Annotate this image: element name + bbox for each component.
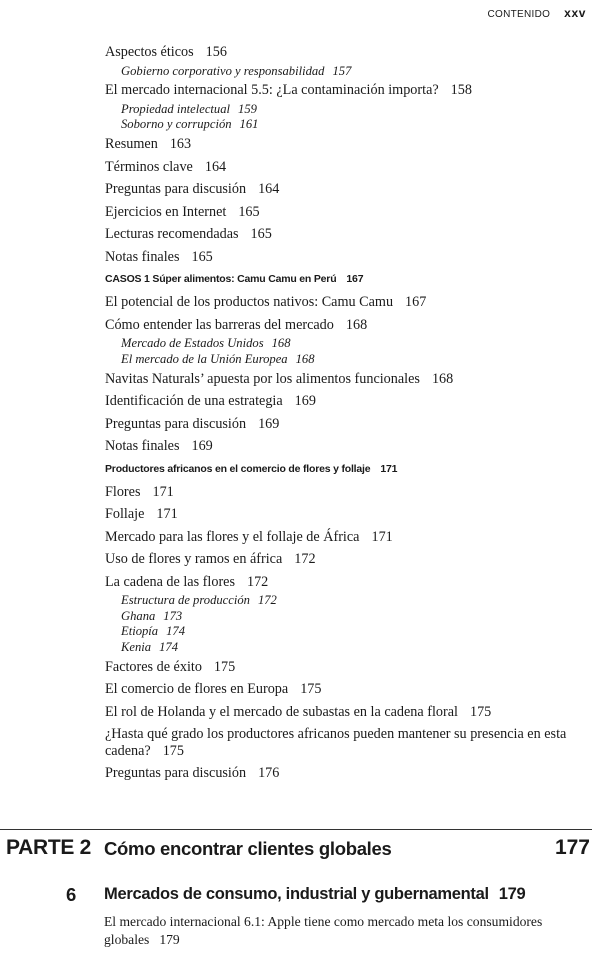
toc-entry-title: Mercado para las flores y el follaje de África: [105, 528, 360, 545]
toc-entry-page: 169: [294, 393, 316, 410]
toc-entry-page: 158: [450, 82, 472, 99]
toc-entry: [105, 246, 575, 269]
part-title: Cómo encontrar clientes globales: [104, 838, 392, 859]
toc-entry: [105, 481, 575, 504]
toc-entry-title: CASOS 1 Súper alimentos: Camu Camu en Perú: [105, 273, 337, 286]
toc-entry-page: 169: [191, 438, 213, 455]
toc-entry-page: 171: [152, 483, 174, 500]
toc-entry-title: Preguntas para discusión: [105, 181, 247, 198]
part-heading: [0, 836, 592, 864]
toc-entry-title: Términos clave: [105, 158, 193, 175]
chapter-number: 6: [66, 884, 77, 905]
toc-entry-page: 165: [250, 226, 272, 243]
toc-entry-title: Factores de éxito: [105, 658, 202, 675]
toc-entry: [105, 435, 575, 458]
toc-entry-title: Productores africanos en el comercio de flores y follaje: [105, 462, 371, 475]
toc-entry: [105, 526, 575, 549]
toc-entry: [105, 41, 575, 64]
toc-subentry: [105, 609, 575, 625]
header-label: CONTENIDO: [487, 9, 551, 20]
toc-entry-title: El mercado de la Unión Europea: [121, 351, 288, 366]
part-page: 177: [554, 836, 590, 859]
toc-entry-page: 173: [163, 608, 183, 623]
table-of-contents: [105, 41, 575, 785]
toc-entry: [105, 701, 575, 724]
toc-entry-title: Uso de flores y ramos en áfrica: [105, 551, 283, 568]
part-label: PARTE 2: [6, 836, 92, 859]
toc-entry-page: 175: [469, 703, 492, 720]
toc-case-heading: [105, 458, 575, 481]
toc-entry-page: 175: [213, 658, 236, 675]
toc-entry-page: 175: [162, 742, 184, 759]
toc-entry-page: 174: [159, 640, 178, 655]
toc-entry-title: Cómo entender las barreras del mercado: [105, 316, 334, 333]
toc-entry-title: Preguntas para discusión: [105, 765, 247, 782]
toc-subentry: [105, 336, 575, 352]
toc-entry-page: 175: [300, 681, 322, 698]
toc-subentry: [105, 624, 575, 640]
toc-entry-title: Notas finales: [105, 438, 180, 455]
toc-entry-title: Mercado de Estados Unidos: [121, 336, 264, 351]
toc-entry-page: 163: [169, 136, 192, 153]
toc-entry: [105, 726, 575, 759]
toc-entry-page: 169: [258, 415, 280, 432]
toc-entry-title: Ghana: [121, 608, 156, 623]
toc-entry-title: Soborno y corrupción: [121, 117, 232, 132]
toc-entry-page: 172: [246, 573, 269, 590]
toc-entry: [105, 178, 575, 201]
toc-entry-title: Preguntas para discusión: [105, 415, 247, 432]
part-divider-rule: [0, 829, 592, 830]
toc-entry: [105, 762, 575, 785]
toc-entry-title: Aspectos éticos: [105, 44, 194, 60]
toc-entry: [105, 156, 575, 179]
toc-entry: [105, 79, 575, 102]
toc-entry: [105, 223, 575, 246]
toc-entry-page: 156: [205, 44, 227, 60]
toc-entry-title: Kenia: [121, 640, 152, 655]
toc-entry: [105, 548, 575, 571]
toc-entry-page: 171: [371, 528, 393, 545]
toc-entry: [105, 368, 575, 391]
toc-entry-page: 159: [238, 101, 257, 116]
toc-entry-title: Navitas Naturals’ apuesta por los alimentos funcionales: [105, 370, 420, 387]
toc-entry-title: Etiopía: [121, 624, 159, 639]
toc-entry: [105, 390, 575, 413]
toc-entry-title: La cadena de las flores: [105, 573, 235, 590]
toc-entry-page: 165: [191, 248, 213, 265]
toc-subentry: [105, 593, 575, 609]
toc-entry: [105, 201, 575, 224]
toc-entry: [105, 503, 575, 526]
toc-entry-title: Propiedad intelectual: [121, 101, 231, 116]
toc-entry-page: 164: [258, 181, 280, 198]
toc-entry: [105, 133, 575, 156]
toc-entry-title: ¿Hasta qué grado los productores africanos pueden mantener su presencia en esta cadena?: [105, 726, 567, 759]
toc-entry-page: 168: [295, 351, 315, 366]
toc-subentry: [105, 352, 575, 368]
toc-entry: [105, 678, 575, 701]
toc-entry: [105, 656, 575, 679]
toc-entry-page: 172: [257, 593, 277, 608]
chapter-entry: [104, 913, 554, 949]
toc-entry-title: Resumen: [105, 136, 158, 153]
toc-entry-title: Notas finales: [105, 248, 180, 265]
toc-entry-page: 168: [431, 370, 454, 387]
toc-entry-page: 161: [239, 117, 259, 132]
toc-entry-page: 165: [238, 203, 260, 220]
toc-entry-page: 164: [204, 158, 227, 175]
toc-entry-title: Lecturas recomendadas: [105, 226, 239, 243]
toc-entry-page: 168: [345, 316, 368, 333]
toc-subentry: [105, 64, 575, 80]
toc-entry-title: Flores: [105, 483, 141, 500]
header-page-number: xxv: [564, 6, 586, 20]
toc-entry: [105, 291, 575, 314]
toc-entry-title: El potencial de los productos nativos: Camu Camu: [105, 294, 394, 311]
chapter-heading: [0, 884, 600, 908]
toc-entry-title: Follaje: [105, 506, 145, 523]
toc-entry-page: 171: [380, 462, 398, 475]
toc-entry-title: Identificación de una estrategia: [105, 393, 283, 410]
toc-entry-title: El rol de Holanda y el mercado de subastas en la cadena floral: [105, 703, 458, 720]
toc-subentry: [105, 102, 575, 118]
toc-entry-page: 167: [405, 294, 427, 311]
toc-entry-page: 168: [271, 336, 291, 351]
chapter-page: 179: [498, 885, 526, 903]
toc-entry: [105, 314, 575, 337]
chapter-entry-page: 179: [159, 932, 180, 947]
toc-entry-page: 176: [258, 765, 280, 782]
toc-entry-title: Gobierno corporativo y responsabilidad: [121, 63, 325, 78]
chapter-entry-text: El mercado internacional 6.1: Apple tiene como mercado meta los consumidores globales: [104, 914, 543, 947]
toc-entry-page: 172: [294, 551, 316, 568]
toc-case-heading: [105, 268, 575, 291]
toc-entry: [105, 571, 575, 594]
toc-entry-title: Estructura de producción: [121, 593, 250, 608]
toc-entry-title: El comercio de flores en Europa: [105, 681, 289, 698]
chapter-title: Mercados de consumo, industrial y gubernamental: [104, 885, 489, 903]
toc-entry: [105, 413, 575, 436]
running-header: [487, 6, 586, 20]
chapter-title-line: [104, 885, 525, 904]
toc-entry-title: Ejercicios en Internet: [105, 203, 227, 220]
toc-entry-page: 167: [346, 273, 364, 286]
toc-entry-page: 174: [166, 624, 185, 639]
toc-entry-page: 157: [332, 63, 352, 78]
toc-subentry: [105, 117, 575, 133]
toc-entry-page: 171: [156, 506, 178, 523]
toc-subentry: [105, 640, 575, 656]
toc-entry-title: El mercado internacional 5.5: ¿La contaminación importa?: [105, 82, 439, 99]
